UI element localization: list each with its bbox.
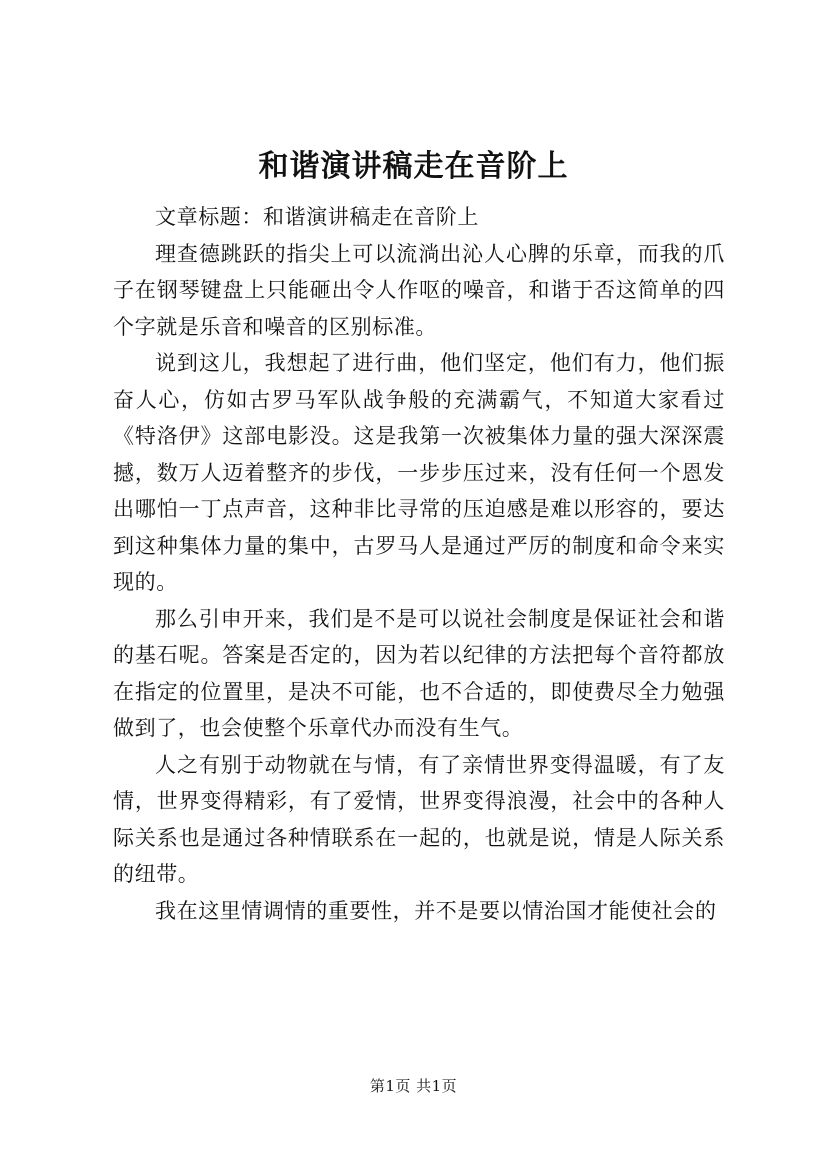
paragraph: 人之有别于动物就在与情，有了亲情世界变得温暖，有了友情，世界变得精彩，有了爱情，世界变得浪漫，社会中的各种人际关系也是通过各种情联系在一起的，也就是说，情是人际关系的纽带。 (113, 752, 725, 886)
document-body (113, 199, 725, 929)
paragraph: 说到这儿，我想起了进行曲，他们坚定，他们有力，他们振奋人心，仿如古罗马军队战争般的充满霸气，不知道大家看过《特洛伊》这部电影没。这是我第一次被集体力量的强大深深震撼，数万人迈着整齐的步伐，一步步压过来，没有任何一个恩发出哪怕一丁点声音，这种非比寻常的压迫感是难以形容的，要达到这种集体力量的集中，古罗马人是通过严厉的制度和命令来实现的。 (113, 351, 725, 594)
paragraph: 理查德跳跃的指尖上可以流淌出沁人心脾的乐章，而我的爪子在钢琴键盘上只能砸出令人作呕的噪音，和谐于否这简单的四个字就是乐音和噪音的区别标准。 (113, 241, 725, 339)
document-title: 和谐演讲稿走在音阶上 (258, 149, 569, 184)
paragraph: 我在这里情调情的重要性，并不是要以情治国才能使社会的 (155, 898, 717, 923)
paragraph: 那么引申开来，我们是不是可以说社会制度是保证社会和谐的基石呢。答案是否定的，因为若以纪律的方法把每个音符都放在指定的位置里，是决不可能，也不合适的，即使费尽全力勉强做到了，也会使整个乐章代办而没有生气。 (113, 606, 725, 740)
page-footer: 第1页 共1页 (369, 1077, 458, 1095)
paragraph: 文章标题：和谐演讲稿走在音阶上 (155, 205, 479, 229)
